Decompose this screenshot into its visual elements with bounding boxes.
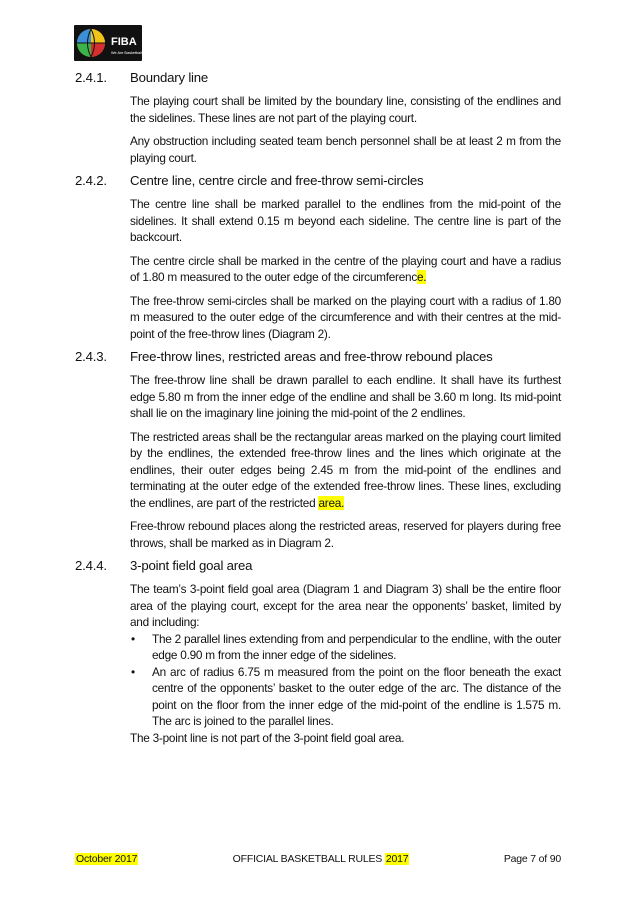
logo-tagline: We Are Basketball [111,51,142,55]
section-title: Boundary line [130,70,209,85]
document-body [75,70,561,746]
paragraph: The playing court shall be limited by the boundary line, consisting of the endlines and the sidelines. These lines are not part of the playing court. [130,94,561,125]
section-number: 2.4.2. [75,173,107,188]
paragraph-text: The restricted areas shall be the rectangular areas marked on the playing court limited by the endlines, the extended free-throw lines and the lines which originate at the endlines, their outer edges being 2.45 m from the mid-point of the endlines and terminating at the outer edge of the extended free-throw lines. These lines, excluding the endlines, are part of the restricted [130,429,561,510]
section-heading [75,558,561,574]
paragraph: The free-throw line shall be drawn parallel to each endline. It shall have its furthest edge 5.80 m from the inner edge of the endline and shall be 3.60 m long. Its mid-point shall lie on the imaginary line joining the mid-point of the 2 endlines. [130,373,561,420]
paragraph [130,253,561,286]
section-number: 2.4.1. [75,70,107,85]
highlighted-text: area. [318,495,345,510]
footer-title-text: OFFICIAL BASKETBALL RULES [232,853,385,865]
paragraph-text: The centre circle shall be marked in the centre of the playing court and have a radius of 1.80 m measured to the outer edge of the circumferenc [130,253,561,284]
section-heading [75,70,561,86]
list-item-text: An arc of radius 6.75 m measured from the point on the floor beneath the exact centre of the opponents’ basket to the outer edge of the arc. The distance of the point on the floor from the inner edge of the mid-point of the endline is 1.575 m. The arc is joined to the parallel lines. [152,664,561,728]
list-item [130,631,561,664]
paragraph: The centre line shall be marked parallel to the endlines from the mid-point of the sidelines. It shall extend 0.15 m beyond each sideline. The centre line is part of the backcourt. [130,197,561,244]
section-number: 2.4.3. [75,349,107,364]
list-item-text: The 2 parallel lines extending from and perpendicular to the endline, with the outer edge 0.90 m from the inner edge of the sidelines. [152,631,561,662]
paragraph [130,429,561,512]
bullet-icon: • [131,664,135,679]
section-heading [75,173,561,189]
list-item [130,664,561,730]
paragraph: Free-throw rebound places along the restricted areas, reserved for players during free throws, shall be marked as in Diagram 2. [130,519,561,550]
highlighted-text: e. [417,270,427,284]
fiba-logo [74,25,142,61]
section-title: Free-throw lines, restricted areas and free-throw rebound places [130,349,493,364]
footer-date: October 2017 [76,853,138,865]
logo-wordmark: FIBA [111,36,137,48]
footer-title [233,853,410,865]
section-number: 2.4.4. [75,558,107,573]
page-number: Page 7 of 90 [503,853,561,865]
bullet-icon: • [131,631,135,646]
paragraph: The free-throw semi-circles shall be marked on the playing court with a radius of 1.80 m measured to the outer edge of the circumference and with their centres at the mid-point of the free-throw lines (Diagram 2). [130,293,561,341]
paragraph: The 3-point line is not part of the 3-point field goal area. [130,730,405,745]
section-title: Centre line, centre circle and free-throw semi-circles [130,173,424,188]
footer-year: 2017 [385,853,409,865]
paragraph: The team’s 3-point field goal area (Diagram 1 and Diagram 3) shall be the entire floor area of the playing court, except for the area near the opponents’ basket, limited by and including: [130,582,561,629]
paragraph: Any obstruction including seated team bench personnel shall be at least 2 m from the playing court. [130,134,561,165]
bullet-list [130,631,561,730]
page-footer [75,853,561,865]
section-heading [75,349,561,365]
section-title: 3-point field goal area [130,558,253,573]
